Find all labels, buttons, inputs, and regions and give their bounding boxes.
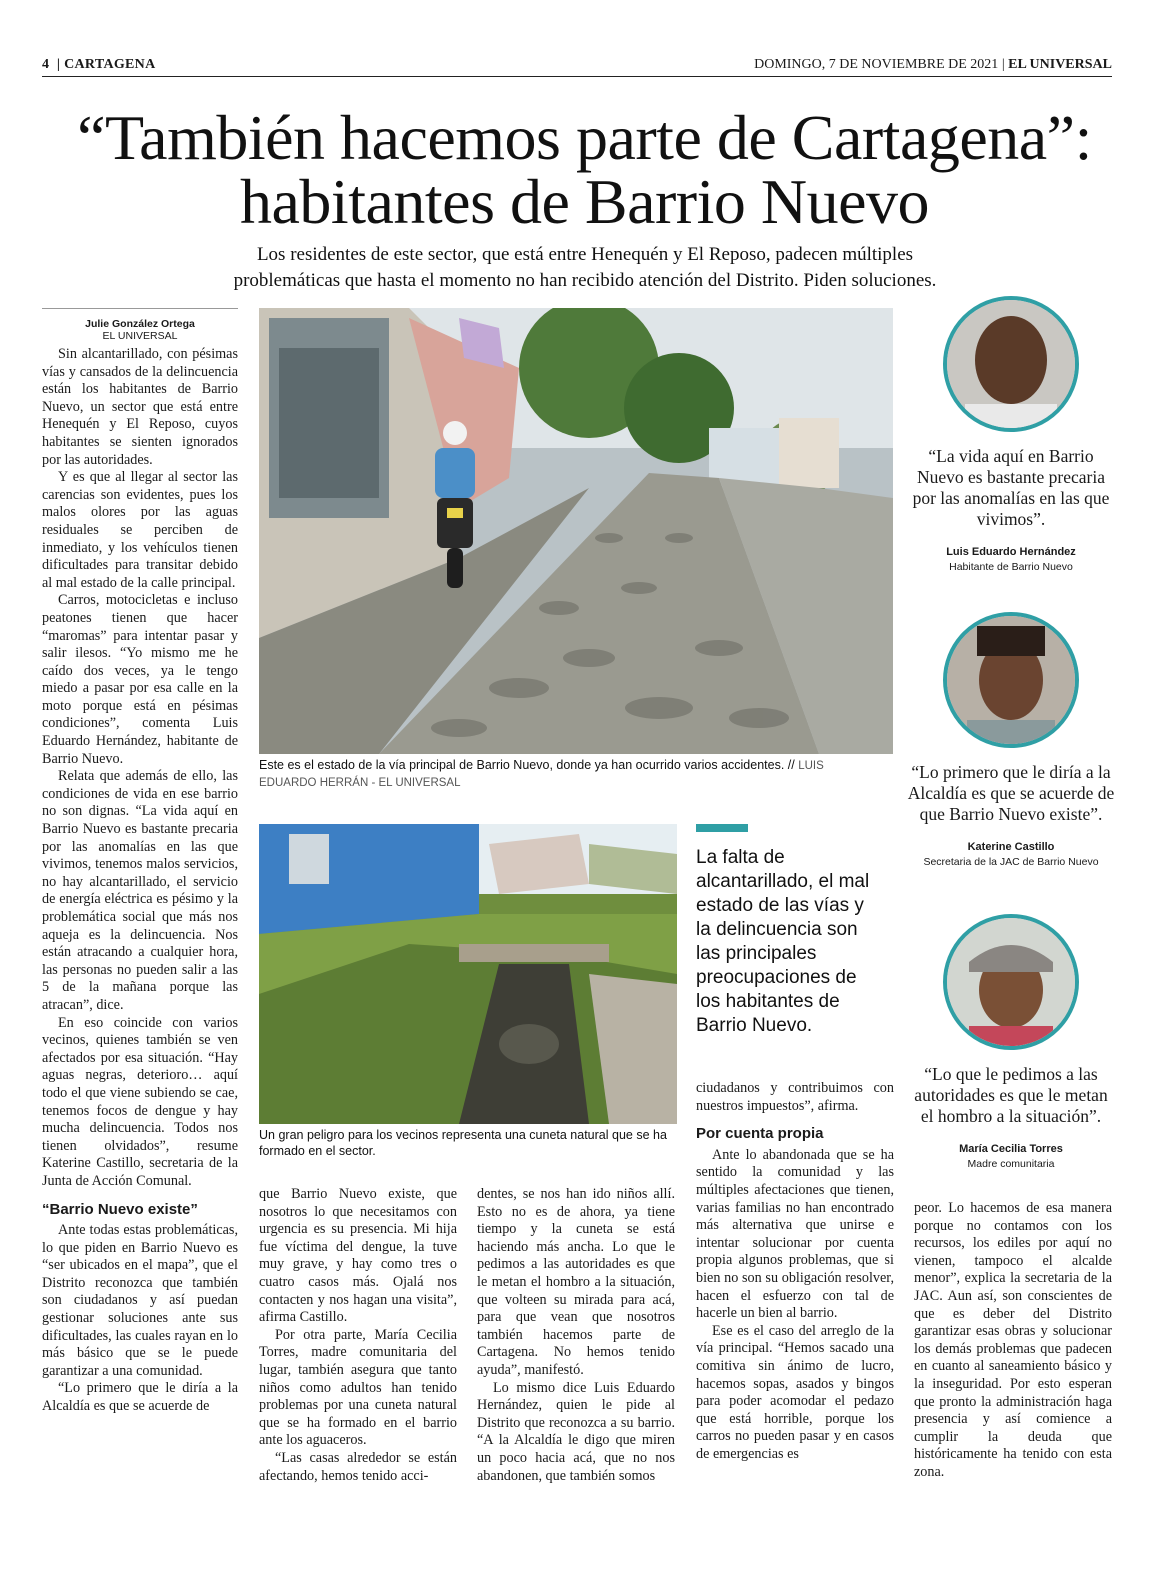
page-header: [42, 54, 1112, 77]
quote-role: Secretaria de la JAC de Barrio Nuevo: [923, 856, 1099, 868]
paragraph: Lo mismo dice Luis Eduardo Hernández, quien le pide al Distrito que reconozca a su barrio. “A la Alcaldía le digo que miren un poco hacia acá, que no nos abandonen, que también somos: [477, 1379, 675, 1484]
paragraph: ciudadanos y contribuimos con nuestros impuestos”, afirma.: [696, 1080, 894, 1114]
caption-text: Este es el estado de la vía principal de Barrio Nuevo, donde ya han ocurrido varios accidentes. //: [259, 758, 795, 772]
paragraph: que Barrio Nuevo existe, que nosotros lo que necesitamos con urgencia es su presencia. Mi hija fue víctima del dengue, la tuve muy grave, y hay como tres o cuatro casos más. Ojalá nos contacten y nos hagan una visita”, afirma Castillo.: [259, 1186, 457, 1326]
avatar: [943, 612, 1079, 748]
paragraph: Ante todas estas problemáticas, lo que piden en Barrio Nuevo es “ser ubicados en el mapa”, que el Distrito reconozca que también son ciudadanos y así puedan gestionar soluciones ante sus dificultades, las cuales rayan en lo más básico que se le puede garantizar a una comunidad.: [42, 1222, 238, 1379]
quote-text: “La vida aquí en Barrio Nuevo es bastante precaria por las anomalías en las que vivimos”.: [912, 446, 1110, 529]
quote-name: Luis Eduardo Hernández: [946, 546, 1076, 558]
pull-quote: [696, 824, 876, 1038]
paragraph: Sin alcantarillado, con pésimas vías y cansados de la delincuencia están los habitantes de Barrio Nuevo, un sector que está entre Henequén y El Reposo, cuyos habitantes se sienten ignorados por las autoridades.: [42, 346, 238, 468]
headline: [0, 102, 1169, 237]
paragraph: “Las casas alrededor se están afectando, hemos tenido acci-: [259, 1449, 457, 1484]
dek-line-2: problemáticas que hasta el momento no han recibido atención del Distrito. Piden soluciones.: [233, 270, 937, 291]
quote-role: Habitante de Barrio Nuevo: [949, 561, 1073, 573]
quote-text: “Lo primero que le diría a la Alcaldía es que se acuerde de que Barrio Nuevo existe”.: [907, 762, 1115, 824]
ditch-photo-caption: Un gran peligro para los vecinos representa una cuneta natural que se ha formado en el sector.: [259, 1128, 667, 1158]
author-name: Julie González Ortega: [85, 318, 195, 330]
avatar: [943, 296, 1079, 432]
headline-line-2: habitantes de Barrio Nuevo: [240, 166, 929, 237]
street-photo: [259, 308, 893, 754]
paragraph: dentes, se nos han ido niños allí. Esto no es de ahora, ya tiene tiempo y la cuneta se está haciendo más ancha. Lo que le pedimos a las autoridades es que le metan el hombro a la situación, que volteen su mirada para acá, para que vean que nosotros también hacemos parte de Cartagena. No hemos tenido ayuda”, manifestó.: [477, 1186, 675, 1378]
paragraph: Carros, motocicletas e incluso peatones tienen que hacer “maromas” para intentar pasar y salir ilesos. “Yo mismo me he caído dos veces, ya le tengo miedo a pasar por esa calle en la moto porque está en pésimas condiciones”, comenta Luis Eduardo Hernández, habitante de Barrio Nuevo.: [42, 592, 238, 767]
article-column-3: [477, 1186, 675, 1485]
page-folio: 4 | CARTAGENA: [42, 57, 156, 72]
paragraph: Por otra parte, María Cecilia Torres, madre comunitaria del lugar, también asegura que tanto niños como adultos han tenido problemas por una cuneta natural que se ha formado en el barrio ante los aguaceros.: [259, 1326, 457, 1449]
street-photo-caption: [259, 758, 879, 791]
quote-card-3: [906, 914, 1116, 1170]
subheadline: [180, 242, 990, 294]
date: DOMINGO, 7 DE NOVIEMBRE DE 2021: [754, 57, 999, 72]
photo-credit: LUIS EDUARDO HERRÁN - EL UNIVERSAL: [259, 760, 824, 789]
article-column-2: [259, 1186, 457, 1485]
pull-quote-accent-bar: [696, 824, 748, 832]
paragraph: Ese es el caso del arreglo de la vía principal. “Hemos sacado una comitiva sin ánimo de lucro, hacemos sopas, asados y bingos para poder acomodar el pedazo que está horrible, porque los carros no pueden pasar y en casos de emergencias es: [696, 1322, 894, 1462]
subheading: “Barrio Nuevo existe”: [42, 1200, 198, 1218]
avatar: [943, 914, 1079, 1050]
article-column-5: [914, 1200, 1112, 1482]
pull-quote-text: La falta de alcantarillado, el mal estado de las vías y la delincuencia son las principales preocupaciones de los habitantes de Barrio Nuevo.: [696, 847, 870, 1036]
publication-name: EL UNIVERSAL: [1008, 57, 1112, 72]
paragraph: Ante lo abandonada que se ha sentido la comunidad y las múltiples afectaciones que tienen, varias familias no han encontrado más alternativa que unirse e intentar solucionar por cuenta propia algunos problemas, que si bien no son su obligación resolver, hacen el esfuerzo con tal de hacerle un bien al barrio.: [696, 1146, 894, 1322]
quote-card-1: [906, 296, 1116, 573]
paragraph: “Lo primero que le diría a la Alcaldía es que se acuerde de: [42, 1380, 238, 1415]
section-name: CARTAGENA: [64, 57, 156, 72]
paragraph: En eso coincide con varios vecinos, quienes también se ven afectados por esa situación. “Hay aguas negras, deterioro… aquí todo el que viene subiendo se cae, tenemos focos de dengue y hay mucha delincuencia. Todos nos tienen olvidados”, resume Katerine Castillo, secretaria de la Junta de Acción Comunal.: [42, 1014, 238, 1189]
quote-name: María Cecilia Torres: [959, 1143, 1063, 1155]
paragraph: Y es que al llegar al sector las carencias son evidentes, pues los malos olores por las aguas residuales se perciben de inmediato, y los vehículos tienen dificultades para transitar debido al mal estado de la calle principal.: [42, 469, 238, 591]
article-column-4: [696, 1080, 894, 1463]
quote-name: Katerine Castillo: [967, 841, 1055, 853]
paragraph: peor. Lo hacemos de esa manera porque no contamos con los recursos, los ediles por aquí no vienen, tampoco el alcalde menor”, explica la secretaria de la JAC. Aun así, son conscientes de que es deber del Distrito garantizar esas obras y solucionar los demás problemas que padecen en cuanto al saneamiento básico y la inseguridad. Por esto esperan que pronto la administración haga presencia y así comience a cumplir la deuda que históricamente ha tenido con esta zona.: [914, 1200, 1112, 1480]
quote-text: “Lo que le pedimos a las autoridades es que le metan el hombro a la situación”.: [914, 1064, 1108, 1126]
headline-line-1: “También hacemos parte de Cartagena”:: [77, 102, 1092, 173]
quote-card-2: [906, 612, 1116, 868]
paragraph: Relata que además de ello, las condiciones de vida en ese barrio no son dignas. “La vida aquí en Barrio Nuevo es bastante precaria por las anomalías en las que vivimos, tenemos malos servicios, no hay alcantarillado, el servicio de energía eléctrica es pésimo y la problemática social que más nos aqueja es la delincuencia. Nos están atracando a cualquier hora, las personas no pueden salir a las 5 de la mañana porque las atracan”, dice.: [42, 768, 238, 1013]
dek-line-1: Los residentes de este sector, que está entre Henequén y El Reposo, padecen múltiples: [256, 244, 914, 265]
page-dateline: DOMINGO, 7 DE NOVIEMBRE DE 2021 | EL UNIVERSAL: [754, 57, 1112, 72]
byline: [42, 308, 238, 342]
ditch-photo: [259, 824, 677, 1124]
article-column-1: [42, 346, 238, 1416]
subheading: Por cuenta propia: [696, 1125, 824, 1143]
quote-role: Madre comunitaria: [967, 1158, 1055, 1170]
author-outlet: EL UNIVERSAL: [102, 330, 178, 342]
page-number: 4: [42, 57, 50, 72]
